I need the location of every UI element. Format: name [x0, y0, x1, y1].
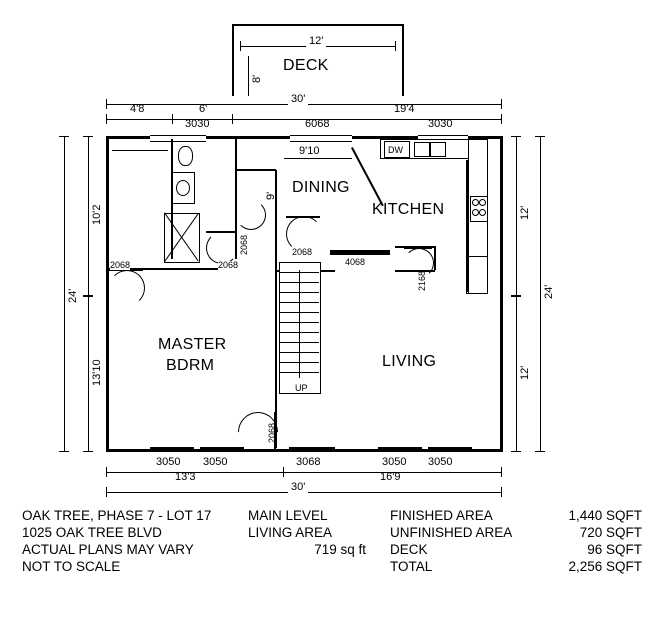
- interior-wall-kitchen-bottom-2: [434, 246, 436, 270]
- window-tag-bottom-b: 3050: [203, 456, 228, 468]
- bottom-right-dim: 16'9: [380, 471, 401, 483]
- window-bottom-d: [428, 447, 472, 451]
- tick-seg-b: [172, 114, 173, 124]
- bottom-overall-dim: 30': [288, 482, 308, 493]
- deck-width-dim: 12': [306, 36, 326, 47]
- deck-depth-dim-line: [248, 56, 249, 96]
- footer-right-label-3: DECK: [390, 542, 428, 557]
- footer-left-line-4: NOT TO SCALE: [22, 559, 121, 574]
- footer-left-line-1: OAK TREE, PHASE 7 - LOT 17: [22, 508, 212, 523]
- door-swing-bath: [236, 200, 266, 230]
- window-tag-top-left: 3030: [185, 118, 210, 130]
- bottom-left-dim: 13'3: [175, 471, 196, 483]
- kitchen-sink: [414, 142, 430, 157]
- tick-left-low-b: [83, 451, 93, 452]
- footer-right-label-4: TOTAL: [390, 559, 433, 574]
- door-tag-patio: 3068: [296, 456, 321, 468]
- stair-arrow-line: [299, 270, 300, 378]
- right-lower-dim: 12': [519, 365, 531, 380]
- tick-right-overall-t: [535, 136, 545, 137]
- door-tag-opening: 4068: [345, 257, 366, 267]
- tick-left-overall-b: [59, 451, 69, 452]
- tick-right-overall-b: [535, 451, 545, 452]
- tick-top-30-l: [106, 99, 107, 109]
- door-leaf-kitchen-side: [404, 247, 432, 249]
- tick-bot-m: [283, 467, 284, 477]
- footer-left-line-2: 1025 OAK TREE BLVD: [22, 525, 162, 540]
- door-leaf-hall: [286, 216, 320, 218]
- tick-seg-d: [501, 114, 502, 124]
- room-label-master-1: MASTER: [158, 336, 227, 353]
- tick-top-30-r: [501, 99, 502, 109]
- door-tag-bath: 2068: [239, 234, 249, 255]
- room-label-deck: DECK: [283, 57, 329, 74]
- window-tag-top-right: 3030: [428, 118, 453, 130]
- deck-depth-dim: 8': [251, 74, 263, 83]
- house-wall-left: [106, 136, 109, 452]
- left-upper-dim-line: [88, 136, 89, 296]
- tick-bot-l: [106, 467, 107, 477]
- footer-right-value-4: 2,256 SQFT: [568, 559, 642, 574]
- burner-4: [479, 209, 486, 216]
- window-tag-bottom-c: 3050: [382, 456, 407, 468]
- window-tag-bottom-d: 3050: [428, 456, 453, 468]
- footer-center-line-2: LIVING AREA: [248, 525, 333, 540]
- dishwasher-label: DW: [388, 145, 403, 155]
- top-left-a-dim: 4'8: [130, 103, 145, 115]
- tick-left-up-t: [83, 136, 93, 137]
- burner-1: [472, 199, 479, 206]
- patio-door-bottom: [289, 447, 335, 451]
- tick-right-up-t: [511, 136, 521, 137]
- window-tag-top-mid: 6068: [305, 118, 330, 130]
- door-leaf-bath: [235, 200, 237, 228]
- interior-wall-dining-top: [236, 169, 276, 171]
- kitchen-sink-2: [430, 142, 446, 157]
- door-tag-closet: 2068: [218, 260, 239, 270]
- interior-wall-kitchen-angle: [351, 147, 384, 206]
- tick-seg-c: [232, 114, 233, 124]
- deck-dim-tick-right: [395, 41, 396, 51]
- room-label-master-2: BDRM: [166, 357, 215, 374]
- room-label-kitchen: KITCHEN: [372, 201, 445, 218]
- tick-bot-ov-r: [501, 487, 502, 497]
- door-tag-kitchen-side: 2168: [417, 270, 427, 291]
- closet-shelf-line: [112, 150, 168, 151]
- dining-width-dim: 9'10: [299, 145, 320, 157]
- house-wall-right: [500, 136, 503, 452]
- burner-2: [479, 199, 486, 206]
- tick-left-overall-t: [59, 136, 69, 137]
- window-top-left: [150, 135, 206, 142]
- footer-center-line-3: 719 sq ft: [314, 542, 366, 557]
- dining-width-dim-line: [284, 158, 352, 159]
- deck-wall-top: [232, 24, 404, 26]
- dining-height-dim: 9': [265, 191, 277, 200]
- footer-right-value-1: 1,440 SQFT: [568, 508, 642, 523]
- refrigerator: [466, 256, 488, 294]
- deck-wall-right: [402, 24, 404, 96]
- footer-left-line-3: ACTUAL PLANS MAY VARY: [22, 542, 194, 557]
- right-lower-dim-line: [516, 296, 517, 452]
- deck-wall-left: [232, 24, 234, 96]
- window-tag-bottom-a: 3050: [156, 456, 181, 468]
- footer-right-label-1: FINISHED AREA: [390, 508, 493, 523]
- right-upper-dim: 12': [519, 205, 531, 220]
- left-lower-dim: 13'10: [91, 359, 103, 386]
- window-bottom-a: [150, 447, 194, 451]
- window-top-mid: [290, 135, 352, 142]
- left-upper-dim: 10'2: [91, 204, 103, 225]
- door-leaf-closet: [206, 231, 236, 233]
- tick-left-low-t: [83, 296, 93, 297]
- tick-bot-r: [501, 467, 502, 477]
- footer-right-label-2: UNFINISHED AREA: [390, 525, 513, 540]
- right-overall-dim: 24': [543, 284, 555, 299]
- tick-seg-a: [106, 114, 107, 124]
- door-tag-bedroom: 2068: [267, 422, 277, 443]
- tick-right-low-b: [511, 451, 521, 452]
- door-tag-hall: 2068: [292, 247, 313, 257]
- top-right-dim: 19'4: [394, 103, 415, 115]
- door-swing-master-left: [109, 270, 145, 306]
- tick-right-low-t: [511, 296, 521, 297]
- sink-basin: [176, 180, 190, 196]
- opening-4068: [330, 250, 390, 255]
- footer-right-value-3: 96 SQFT: [587, 542, 642, 557]
- footer-right-value-2: 720 SQFT: [579, 525, 642, 540]
- footer-center-line-1: MAIN LEVEL: [248, 508, 328, 523]
- bottom-seg-dim-line: [106, 472, 502, 473]
- toilet: [178, 146, 193, 166]
- left-lower-dim-line: [88, 296, 89, 452]
- right-upper-dim-line: [516, 136, 517, 296]
- stairs-direction-label: UP: [295, 383, 308, 393]
- right-overall-dim-line: [540, 136, 541, 452]
- left-overall-dim-line: [64, 136, 65, 452]
- top-left-b-dim: 6': [199, 103, 208, 115]
- room-label-dining: DINING: [292, 179, 350, 196]
- tick-bot-ov-l: [106, 487, 107, 497]
- window-bottom-c: [378, 447, 422, 451]
- deck-dim-tick-left: [240, 41, 241, 51]
- burner-3: [472, 209, 479, 216]
- top-overall-dim: 30': [288, 94, 308, 105]
- left-overall-dim: 24': [67, 288, 79, 303]
- room-label-living: LIVING: [382, 353, 437, 370]
- window-bottom-b: [200, 447, 244, 451]
- door-tag-master-left: 2068: [110, 260, 131, 270]
